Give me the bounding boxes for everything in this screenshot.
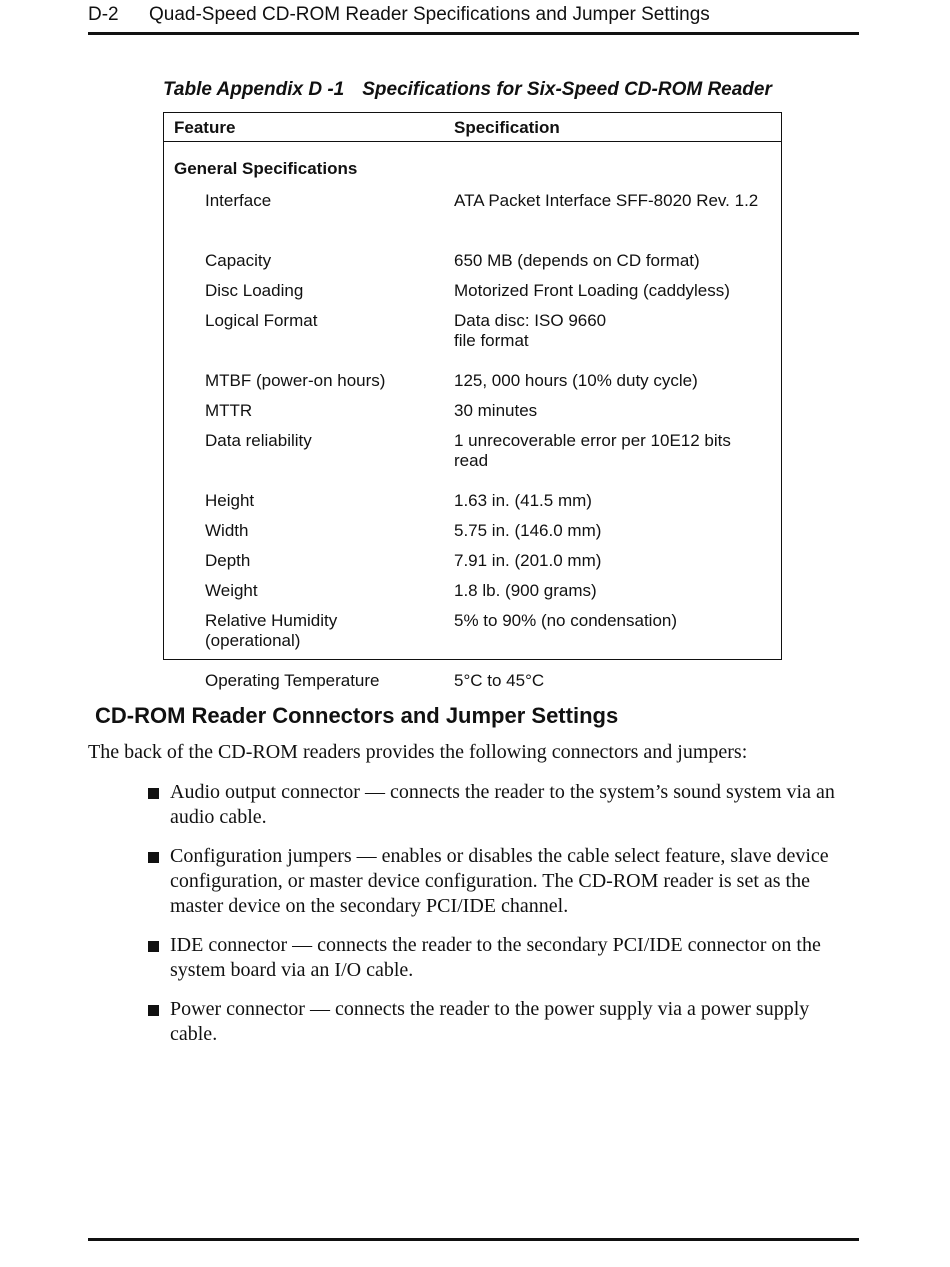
specification-cell: 5°C to 45°C — [454, 671, 545, 690]
list-item-text: Audio output connector — connects the reader to the system’s sound system via an audio cable. — [170, 781, 835, 828]
specification-cell: 30 minutes — [454, 401, 538, 420]
feature-cell: Capacity — [205, 251, 272, 270]
square-bullet-icon — [148, 941, 159, 952]
feature-cell: Operating Temperature — [205, 671, 380, 690]
feature-cell: Depth — [205, 551, 251, 570]
specification-cell: 125, 000 hours (10% duty cycle) — [454, 371, 698, 390]
list-item — [146, 780, 861, 830]
specification-cell: 1 unrecoverable error per 10E12 bits read — [454, 431, 731, 470]
column-header-specification: Specification — [454, 118, 560, 137]
table-caption-label: Table Appendix D -1 — [163, 79, 345, 100]
intro-paragraph: The back of the CD-ROM readers provides the following connectors and jumpers: — [88, 741, 748, 763]
square-bullet-icon — [148, 788, 159, 799]
specification-cell: Data disc: ISO 9660 file format — [454, 311, 607, 350]
feature-cell: Height — [205, 491, 255, 510]
feature-cell: Weight — [205, 581, 258, 600]
specification-cell: 7.91 in. (201.0 mm) — [454, 551, 602, 570]
table-caption — [163, 78, 823, 102]
header-rule — [88, 32, 859, 35]
page-header — [88, 3, 859, 27]
list-item-text: Configuration jumpers — enables or disables the cable select feature, slave device configuration, or master device configuration. The CD-ROM reader is set as the master device on the secondary PCI/IDE channel. — [170, 845, 829, 917]
specification-cell: 1.63 in. (41.5 mm) — [454, 491, 592, 510]
running-title: Quad-Speed CD-ROM Reader Specifications and Jumper Settings — [149, 4, 710, 25]
specification-cell: 5.75 in. (146.0 mm) — [454, 521, 602, 540]
list-item — [146, 844, 861, 919]
spec-table — [163, 112, 782, 690]
square-bullet-icon — [148, 1005, 159, 1016]
table-section-label: General Specifications — [174, 159, 358, 178]
feature-cell: Data reliability — [205, 431, 312, 450]
page-number: D-2 — [88, 4, 119, 25]
feature-cell: Logical Format — [205, 311, 318, 330]
feature-cell: MTTR — [205, 401, 253, 420]
feature-cell: Disc Loading — [205, 281, 304, 300]
bullet-list — [146, 780, 861, 1061]
specification-cell: 650 MB (depends on CD format) — [454, 251, 700, 270]
specification-cell: Motorized Front Loading (caddyless) — [454, 281, 730, 300]
specification-cell: 1.8 lb. (900 grams) — [454, 581, 597, 600]
list-item-text: Power connector — connects the reader to the power supply via a power supply cable. — [170, 998, 810, 1045]
section-title: CD-ROM Reader Connectors and Jumper Settings — [95, 703, 619, 728]
square-bullet-icon — [148, 852, 159, 863]
specification-cell: 5% to 90% (no condensation) — [454, 611, 678, 630]
specification-cell: ATA Packet Interface SFF-8020 Rev. 1.2 — [454, 191, 759, 210]
list-item-text: IDE connector — connects the reader to the secondary PCI/IDE connector on the system board via an I/O cable. — [170, 934, 821, 981]
column-header-feature: Feature — [174, 118, 236, 137]
feature-cell: Width — [205, 521, 249, 540]
footer-rule — [88, 1238, 859, 1241]
feature-cell: Interface — [205, 191, 272, 210]
feature-cell: Relative Humidity (operational) — [205, 611, 338, 650]
list-item — [146, 933, 861, 983]
feature-cell: MTBF (power-on hours) — [205, 371, 386, 390]
table-header-row — [164, 113, 781, 142]
table-caption-text: Specifications for Six-Speed CD-ROM Reader — [362, 79, 772, 100]
list-item — [146, 997, 861, 1047]
